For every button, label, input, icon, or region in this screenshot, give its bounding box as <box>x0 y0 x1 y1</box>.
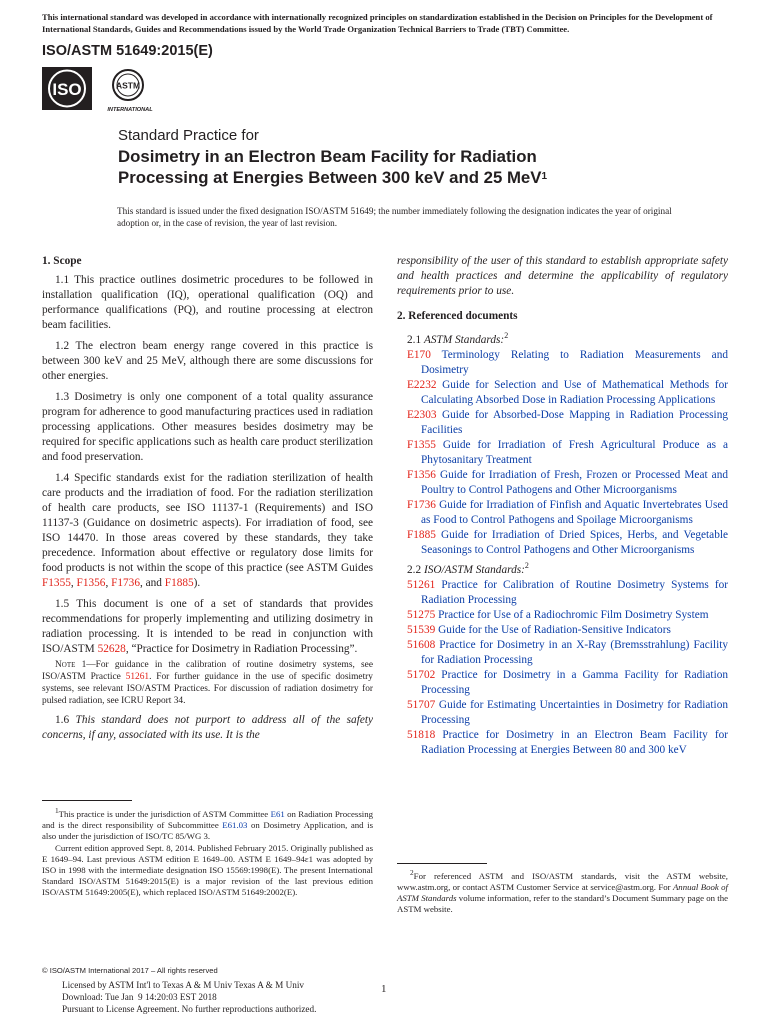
reference-code-link[interactable]: 51275 <box>407 608 436 621</box>
title-line-2: Processing at Energies Between 300 keV and 25 MeV$^1$ <box>118 168 548 187</box>
reference-title-link[interactable]: Practice for Dosimetry in a Gamma Facility for Radiation Processing <box>421 668 729 696</box>
footnote-1-mark: 1 <box>55 806 59 815</box>
page-number: 1 <box>381 983 387 995</box>
reference-item <box>397 668 728 698</box>
link-52628[interactable]: 52628 <box>97 643 126 655</box>
reference-code-link[interactable]: 51707 <box>407 698 436 711</box>
reference-item <box>397 578 728 608</box>
note-label: Note 1 <box>55 660 87 670</box>
footnote-2-mark: 2 <box>410 868 414 877</box>
license-block <box>62 979 316 1015</box>
reference-code-link[interactable]: 51818 <box>407 728 436 741</box>
paragraph-1-5: 1.5 This document is one of a set of standards that provides recommendations for properly implementing and utilizing dosimetry in radiation processing. It is intended to be read in conjunction with ISO/ASTM 52628, “Practice for Dosimetry in Radiation Processing”. <box>42 598 373 655</box>
reference-title-link[interactable]: Guide for the Use of Radiation-Sensitive Indicators <box>438 623 671 636</box>
astm-logo <box>107 67 153 113</box>
reference-title-link[interactable]: Practice for Use of a Radiochromic Film Dosimetry System <box>438 608 709 621</box>
reference-item <box>397 728 728 758</box>
reference-code-link[interactable]: 51539 <box>407 623 436 636</box>
reference-code-link[interactable]: F1355 <box>407 438 436 451</box>
reference-code-link[interactable]: 51608 <box>407 638 436 651</box>
paragraph-1-3: 1.3 Dosimetry is only one component of a total quality assurance program for adherence to good manufacturing practices used in radiation processing applications. Other measures besides dosimetry may be required for specific applications such as health care product sterilization and food preservation. <box>42 391 373 463</box>
link-e61-03[interactable]: E61.03 <box>222 819 248 830</box>
issue-note: This standard is issued under the fixed designation ISO/ASTM 51649; the number immediately following the designation indicates the year of original adoption or, in the case of revision, the year of last revision. <box>117 206 672 228</box>
reference-title-link[interactable]: Practice for Dosimetry in an Electron Beam Facility for Radiation Processing at Energies Between 80 and 300 keV <box>421 728 729 756</box>
copyright-line: © ISO/ASTM International 2017 – All rights reserved <box>42 966 218 975</box>
reference-code-link[interactable]: F1736 <box>407 498 436 511</box>
note-1: Note 1—For guidance in the calibration of routine dosimetry systems, see ISO/ASTM Practice 51261. For further guidance in the use of specific dosimetry systems, see relevant ISO/ASTM Practices. For discussion of radiation dosimetry for pulsed radiation, see ICRU Report 34. <box>42 660 373 706</box>
reference-title-link[interactable]: Guide for Irradiation of Fresh Agricultural Produce as a Phytosanitary Treatment <box>421 438 728 466</box>
reference-title-link[interactable]: Guide for Irradiation of Fresh, Frozen or Processed Meat and Poultry to Control Pathogens and Other Microorganisms <box>421 468 728 496</box>
footnote-2: $^2$For referenced ASTM and ISO/ASTM standards, visit the ASTM website, www.astm.org, or contact ASTM Customer Service at service@astm.org. For Annual Book of ASTM Standards volume information, refer to the standard’s Document Summary page on the ASTM website. <box>397 868 729 914</box>
document-title <box>118 146 678 188</box>
license-line-2: Download: Tue Jan 9 14:20:03 EST 2018 <box>62 992 217 1002</box>
left-column <box>42 254 373 749</box>
reference-item <box>397 498 728 528</box>
wto-notice: This international standard was developed in accordance with internationally recognized principles on standardization established in the Decision on Principles for the Development of International Standards, Guides and Recommendations issued by the World Trade Organization Technical Barriers to Trade (TBT) Committee. <box>42 12 713 34</box>
astm-logo-text: ASTM <box>115 80 141 91</box>
reference-item <box>397 608 728 623</box>
paragraph-1-6: 1.6 This standard does not purport to address all of the safety concerns, if any, associated with its use. It is the <box>42 714 373 741</box>
title-prefix: Standard Practice for <box>118 127 259 144</box>
reference-title-link[interactable]: Guide for Irradiation of Dried Spices, Herbs, and Vegetable Seasonings to Control Pathogens and Other Microorganisms <box>421 528 728 556</box>
iso-logo-text: ISO <box>52 80 82 99</box>
section-1-heading: 1. Scope <box>42 255 82 267</box>
reference-title-link[interactable]: Terminology Relating to Radiation Measurements and Dosimetry <box>421 348 728 376</box>
license-line-1: Licensed by ASTM Int'l to Texas A & M Univ Texas A & M Univ <box>62 980 304 990</box>
paragraph-1-2: 1.2 The electron beam energy range covered in this practice is between 300 keV and 25 MeV, although there are some discussions for other energies. <box>42 340 373 382</box>
reference-item <box>397 623 728 638</box>
reference-title-link[interactable]: Guide for Absorbed-Dose Mapping in Radiation Processing Facilities <box>421 408 728 436</box>
astm-standards-heading: 2.1 ASTM Standards:$^2$ <box>407 331 509 346</box>
reference-code-link[interactable]: E2303 <box>407 408 437 421</box>
paragraph-1-6-continued: responsibility of the user of this standard to establish appropriate safety and health practices and determine the applicability of regulatory requirements prior to use. <box>397 255 728 297</box>
reference-code-link[interactable]: 51702 <box>407 668 436 681</box>
link-f1736[interactable]: F1736 <box>111 577 140 589</box>
link-e61[interactable]: E61 <box>270 808 285 819</box>
reference-code-link[interactable]: E170 <box>407 348 431 361</box>
reference-item <box>397 348 728 378</box>
section-2-heading: 2. Referenced documents <box>397 310 518 322</box>
reference-code-link[interactable]: 51261 <box>407 578 436 591</box>
reference-item <box>397 378 728 408</box>
paragraph-1-1: 1.1 This practice outlines dosimetric procedures to be followed in installation qualification (IQ), operational qualification (OQ) and performance qualifications (PQ), and routine processing at electron beam facilities. <box>42 274 373 331</box>
astm-logo-sub: INTERNATIONAL <box>107 107 153 113</box>
iso-logo <box>42 67 92 110</box>
link-f1356[interactable]: F1356 <box>76 577 106 589</box>
iso-astm-reference-list <box>397 578 728 758</box>
right-column <box>397 254 728 758</box>
standard-designation: ISO/ASTM 51649:2015(E) <box>42 43 213 59</box>
iso-astm-standards-heading: 2.2 ISO/ASTM Standards:$^2$ <box>407 560 529 576</box>
footnote-1: $^1$This practice is under the jurisdiction of ASTM Committee E61 on Radiation Processing and is the direct responsibility of Subcommittee E61.03 on Dosimetry Application, and is also under the jurisdiction of ISO/TC 85/WG 3. Current edition approved Sept. 8, 2014. Published February 2015. Originally published as E 1649–94. Last previous ASTM edition E 1649–00. ASTM E 1649–94ε1 was adopted by ISO in 1998 with the intermediate designation ISO 15569:1998(E). The present International Standard ISO/ASTM 51649:2015(E) is a major revision of the last previous edition ISO/ASTM 51649:2005(E), which replaced ISO/ASTM 51649:2002(E). <box>42 806 374 897</box>
license-line-3: Pursuant to License Agreement. No further reproductions authorized. <box>62 1004 317 1014</box>
link-f1885[interactable]: F1885 <box>164 577 194 589</box>
reference-code-link[interactable]: F1356 <box>407 468 436 481</box>
reference-item <box>397 638 728 668</box>
title-footnote-mark: 1 <box>541 171 548 182</box>
title-line-1: Dosimetry in an Electron Beam Facility for Radiation <box>118 147 537 166</box>
footnote-1-edition: Current edition approved Sept. 8, 2014. Published February 2015. Originally published as E 1649–94. Last previous ASTM edition E 1649–00. ASTM E 1649–94ε1 was adopted by ISO in 1998 with the intermediate designation ISO 15569:1998(E). The present International Standard ISO/ASTM 51649:2015(E) is a major revision of the last previous edition ISO/ASTM 51649:2005(E), which replaced ISO/ASTM 51649:2002(E). <box>42 842 373 897</box>
reference-title-link[interactable]: Practice for Dosimetry in an X-Ray (Bremsstrahlung) Facility for Radiation Processing <box>421 638 728 666</box>
reference-title-link[interactable]: Guide for Irradiation of Finfish and Aquatic Invertebrates Used as Food to Control Pathogens and Spoilage Microorganisms <box>421 498 728 526</box>
reference-code-link[interactable]: F1885 <box>407 528 436 541</box>
link-f1355[interactable]: F1355 <box>42 577 71 589</box>
paragraph-1-4: 1.4 Specific standards exist for the radiation sterilization of health care products and the irradiation of food. For the radiation sterilization of health care products, see ISO 11137-1 (Requirements) and ISO 11137-3 (Guidance on dosimetric aspects). For irradiation of food, see ISO 14470. In those areas covered by these standards, they take precedence. Information about effective or regulatory dose limits for food products is not within the scope of this practice (see ASTM Guides F1355, F1356, F1736, and F1885). <box>42 472 373 589</box>
reference-item <box>397 528 728 558</box>
footnote-rule-right <box>397 863 487 864</box>
reference-title-link[interactable]: Practice for Calibration of Routine Dosimetry Systems for Radiation Processing <box>421 578 729 606</box>
reference-item <box>397 438 728 468</box>
footnote-rule-left <box>42 800 132 801</box>
reference-item <box>397 468 728 498</box>
reference-title-link[interactable]: Guide for Selection and Use of Mathematical Methods for Calculating Absorbed Dose in Radiation Processing Applications <box>421 378 728 406</box>
reference-title-link[interactable]: Guide for Estimating Uncertainties in Dosimetry for Radiation Processing <box>421 698 728 726</box>
reference-item <box>397 698 728 728</box>
astm-reference-list <box>397 348 728 558</box>
reference-code-link[interactable]: E2232 <box>407 378 437 391</box>
reference-item <box>397 408 728 438</box>
link-51261-note[interactable]: 51261 <box>125 672 150 682</box>
